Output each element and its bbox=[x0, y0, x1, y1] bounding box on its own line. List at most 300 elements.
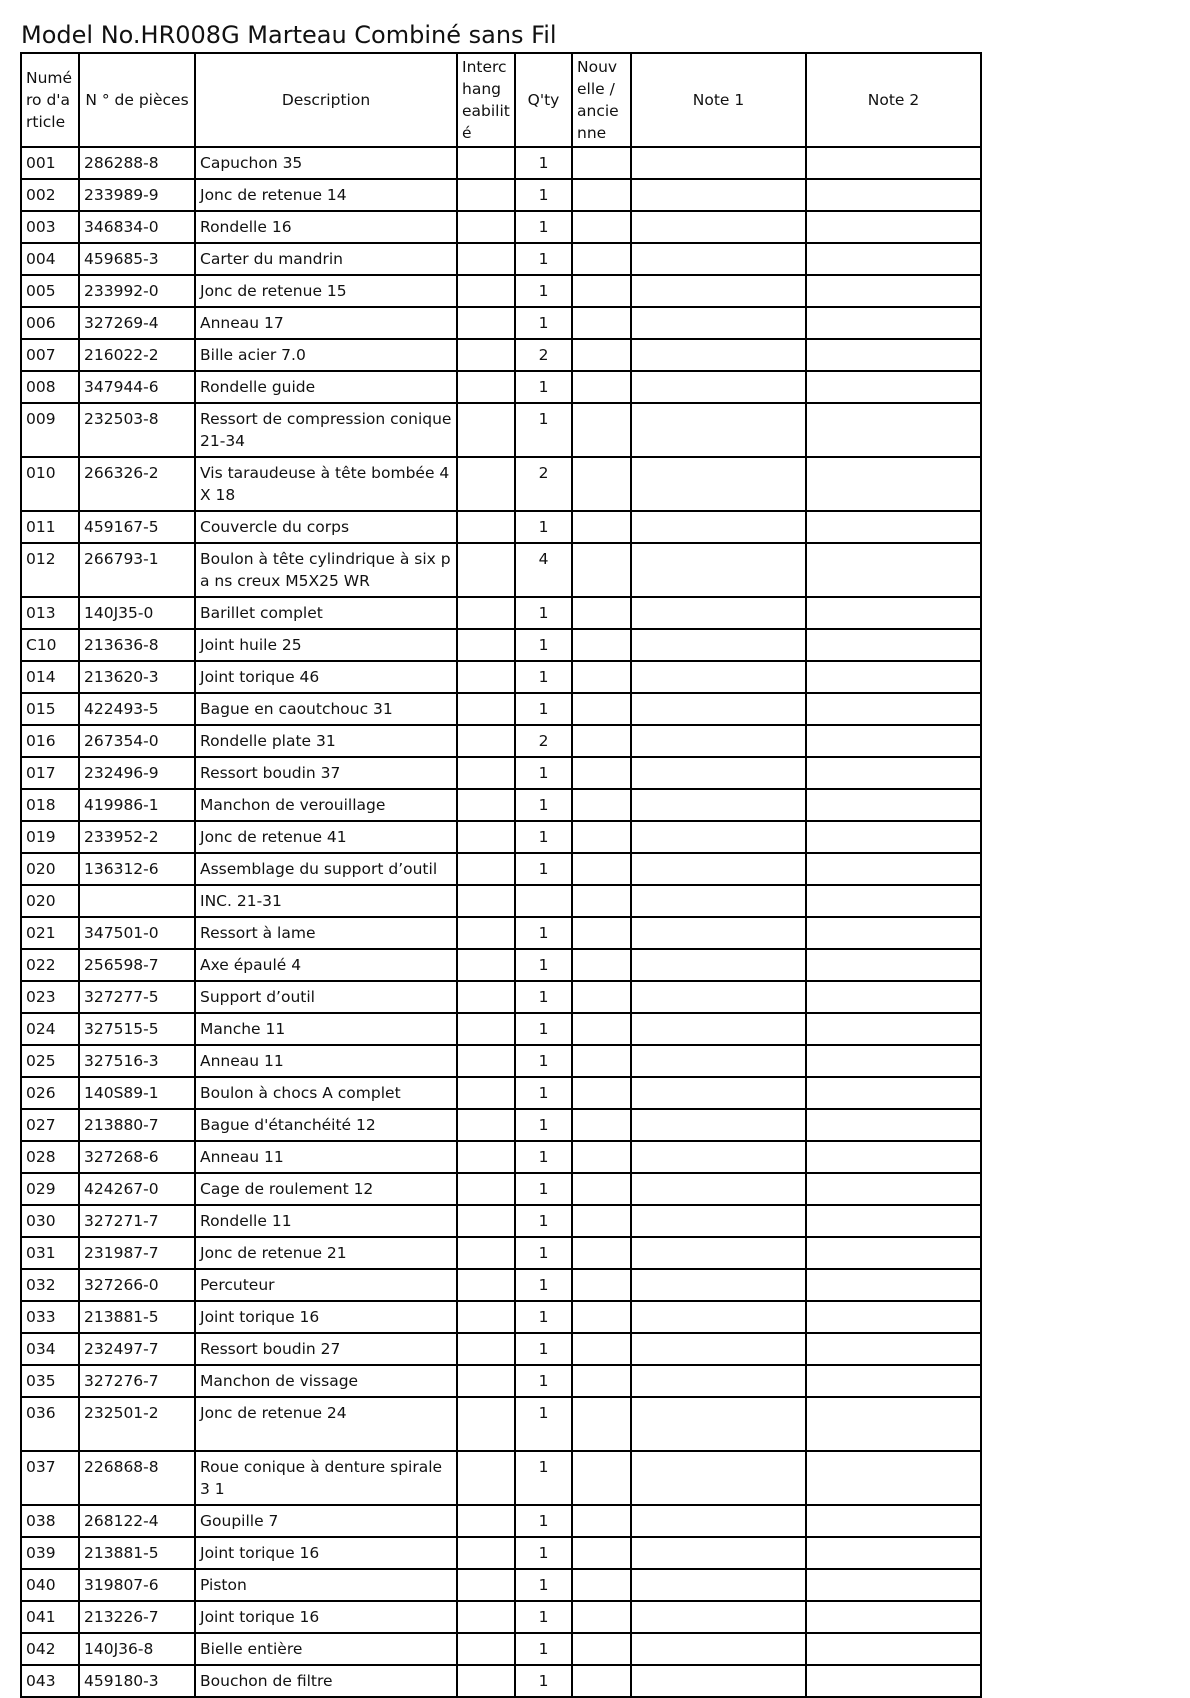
item-number-cell: 021 bbox=[21, 917, 79, 949]
page bbox=[20, 20, 980, 1698]
item-number-cell: 034 bbox=[21, 1333, 79, 1365]
note-1-cell bbox=[631, 661, 806, 693]
note-2-cell bbox=[806, 543, 981, 597]
item-number-cell: 026 bbox=[21, 1077, 79, 1109]
item-number-cell: 004 bbox=[21, 243, 79, 275]
table-row bbox=[21, 1601, 981, 1633]
item-number-cell: 024 bbox=[21, 1013, 79, 1045]
description-cell: Rondelle 16 bbox=[195, 211, 457, 243]
new-old-cell bbox=[572, 275, 631, 307]
quantity-cell: 1 bbox=[515, 1045, 572, 1077]
table-row bbox=[21, 1397, 981, 1451]
note-2-cell bbox=[806, 1397, 981, 1451]
item-number-cell: 019 bbox=[21, 821, 79, 853]
interchangeability-cell bbox=[457, 629, 515, 661]
note-2-cell bbox=[806, 1633, 981, 1665]
quantity-cell: 1 bbox=[515, 1237, 572, 1269]
note-1-cell bbox=[631, 981, 806, 1013]
quantity-cell: 1 bbox=[515, 1269, 572, 1301]
part-number-cell: 286288-8 bbox=[79, 147, 195, 179]
note-1-cell bbox=[631, 1505, 806, 1537]
table-row bbox=[21, 1665, 981, 1697]
note-1-cell bbox=[631, 1045, 806, 1077]
new-old-cell bbox=[572, 1333, 631, 1365]
quantity-cell: 1 bbox=[515, 243, 572, 275]
interchangeability-cell bbox=[457, 1601, 515, 1633]
interchangeability-cell bbox=[457, 725, 515, 757]
description-cell: Bille acier 7.0 bbox=[195, 339, 457, 371]
table-row bbox=[21, 371, 981, 403]
description-cell: Jonc de retenue 14 bbox=[195, 179, 457, 211]
description-cell: Axe épaulé 4 bbox=[195, 949, 457, 981]
item-number-cell: 018 bbox=[21, 789, 79, 821]
table-row bbox=[21, 307, 981, 339]
table-row bbox=[21, 1365, 981, 1397]
note-1-cell bbox=[631, 457, 806, 511]
quantity-cell: 1 bbox=[515, 1397, 572, 1451]
description-cell: Rondelle 11 bbox=[195, 1205, 457, 1237]
part-number-cell: 266326-2 bbox=[79, 457, 195, 511]
table-row bbox=[21, 1505, 981, 1537]
item-number-cell: 043 bbox=[21, 1665, 79, 1697]
note-2-cell bbox=[806, 693, 981, 725]
table-row bbox=[21, 1569, 981, 1601]
part-number-cell: 232501-2 bbox=[79, 1397, 195, 1451]
quantity-cell: 1 bbox=[515, 403, 572, 457]
item-number-cell: 007 bbox=[21, 339, 79, 371]
interchangeability-cell bbox=[457, 1665, 515, 1697]
table-row bbox=[21, 1077, 981, 1109]
note-1-cell bbox=[631, 1173, 806, 1205]
new-old-cell bbox=[572, 1569, 631, 1601]
part-number-cell: 231987-7 bbox=[79, 1237, 195, 1269]
description-cell: Anneau 17 bbox=[195, 307, 457, 339]
description-cell: Jonc de retenue 15 bbox=[195, 275, 457, 307]
quantity-cell: 1 bbox=[515, 307, 572, 339]
description-cell: Piston bbox=[195, 1569, 457, 1601]
description-cell: Manche 11 bbox=[195, 1013, 457, 1045]
table-row bbox=[21, 1173, 981, 1205]
note-2-cell bbox=[806, 457, 981, 511]
note-1-cell bbox=[631, 307, 806, 339]
part-number-cell: 424267-0 bbox=[79, 1173, 195, 1205]
table-header bbox=[21, 53, 981, 147]
quantity-cell: 1 bbox=[515, 1141, 572, 1173]
item-number-cell: 002 bbox=[21, 179, 79, 211]
interchangeability-cell bbox=[457, 1333, 515, 1365]
quantity-cell: 1 bbox=[515, 949, 572, 981]
new-old-cell bbox=[572, 629, 631, 661]
new-old-cell bbox=[572, 1537, 631, 1569]
part-number-cell: 140S89-1 bbox=[79, 1077, 195, 1109]
part-number-cell: 346834-0 bbox=[79, 211, 195, 243]
note-1-cell bbox=[631, 1269, 806, 1301]
new-old-cell bbox=[572, 693, 631, 725]
description-cell: Bouchon de filtre bbox=[195, 1665, 457, 1697]
note-2-cell bbox=[806, 661, 981, 693]
description-cell: Joint torique 46 bbox=[195, 661, 457, 693]
table-row bbox=[21, 1537, 981, 1569]
note-1-cell bbox=[631, 1601, 806, 1633]
quantity-cell: 1 bbox=[515, 981, 572, 1013]
description-cell: Manchon de verouillage bbox=[195, 789, 457, 821]
new-old-cell bbox=[572, 853, 631, 885]
item-number-cell: 040 bbox=[21, 1569, 79, 1601]
note-2-cell bbox=[806, 1301, 981, 1333]
note-1-cell bbox=[631, 511, 806, 543]
item-number-cell: 009 bbox=[21, 403, 79, 457]
table-row bbox=[21, 597, 981, 629]
description-cell: Jonc de retenue 21 bbox=[195, 1237, 457, 1269]
description-cell: Ressort à lame bbox=[195, 917, 457, 949]
new-old-cell bbox=[572, 243, 631, 275]
table-row bbox=[21, 1269, 981, 1301]
new-old-cell bbox=[572, 1173, 631, 1205]
description-cell: Rondelle plate 31 bbox=[195, 725, 457, 757]
description-cell: Jonc de retenue 41 bbox=[195, 821, 457, 853]
table-row bbox=[21, 147, 981, 179]
note-1-cell bbox=[631, 543, 806, 597]
new-old-cell bbox=[572, 1601, 631, 1633]
part-number-cell: 347501-0 bbox=[79, 917, 195, 949]
interchangeability-cell bbox=[457, 917, 515, 949]
note-2-cell bbox=[806, 1173, 981, 1205]
item-number-cell: 008 bbox=[21, 371, 79, 403]
description-cell: Boulon à chocs A complet bbox=[195, 1077, 457, 1109]
item-number-cell: 010 bbox=[21, 457, 79, 511]
interchangeability-cell bbox=[457, 147, 515, 179]
note-1-cell bbox=[631, 1569, 806, 1601]
note-1-cell bbox=[631, 1301, 806, 1333]
table-row bbox=[21, 885, 981, 917]
note-1-cell bbox=[631, 917, 806, 949]
note-2-cell bbox=[806, 885, 981, 917]
interchangeability-cell bbox=[457, 1505, 515, 1537]
quantity-cell: 1 bbox=[515, 757, 572, 789]
item-number-cell: 033 bbox=[21, 1301, 79, 1333]
new-old-cell bbox=[572, 1045, 631, 1077]
part-number-cell: 327516-3 bbox=[79, 1045, 195, 1077]
note-2-cell bbox=[806, 1665, 981, 1697]
item-number-cell: 003 bbox=[21, 211, 79, 243]
interchangeability-cell bbox=[457, 757, 515, 789]
interchangeability-cell bbox=[457, 1633, 515, 1665]
quantity-cell: 1 bbox=[515, 789, 572, 821]
part-number-cell: 232497-7 bbox=[79, 1333, 195, 1365]
new-old-cell bbox=[572, 1365, 631, 1397]
note-2-cell bbox=[806, 1505, 981, 1537]
table-row bbox=[21, 179, 981, 211]
note-1-cell bbox=[631, 1205, 806, 1237]
quantity-cell: 1 bbox=[515, 1365, 572, 1397]
item-number-cell: 022 bbox=[21, 949, 79, 981]
table-row bbox=[21, 457, 981, 511]
quantity-cell: 1 bbox=[515, 597, 572, 629]
description-cell: Anneau 11 bbox=[195, 1141, 457, 1173]
note-2-cell bbox=[806, 597, 981, 629]
note-2-cell bbox=[806, 725, 981, 757]
new-old-cell bbox=[572, 1301, 631, 1333]
table-body bbox=[21, 147, 981, 1697]
description-cell: Ressort de compression conique 21-34 bbox=[195, 403, 457, 457]
description-cell: Carter du mandrin bbox=[195, 243, 457, 275]
interchangeability-cell bbox=[457, 853, 515, 885]
new-old-cell bbox=[572, 949, 631, 981]
item-number-cell: 013 bbox=[21, 597, 79, 629]
interchangeability-cell bbox=[457, 243, 515, 275]
note-1-cell bbox=[631, 1333, 806, 1365]
new-old-cell bbox=[572, 725, 631, 757]
part-number-cell: 327266-0 bbox=[79, 1269, 195, 1301]
note-2-cell bbox=[806, 403, 981, 457]
description-cell: Roue conique à denture spirale 3 1 bbox=[195, 1451, 457, 1505]
table-row bbox=[21, 661, 981, 693]
description-cell: Joint torique 16 bbox=[195, 1301, 457, 1333]
part-number-cell: 459180-3 bbox=[79, 1665, 195, 1697]
quantity-cell: 1 bbox=[515, 821, 572, 853]
part-number-cell: 233952-2 bbox=[79, 821, 195, 853]
table-row bbox=[21, 949, 981, 981]
note-1-cell bbox=[631, 275, 806, 307]
interchangeability-cell bbox=[457, 1451, 515, 1505]
note-1-cell bbox=[631, 1141, 806, 1173]
interchangeability-cell bbox=[457, 403, 515, 457]
item-number-cell: 035 bbox=[21, 1365, 79, 1397]
table-row bbox=[21, 211, 981, 243]
quantity-cell: 1 bbox=[515, 511, 572, 543]
interchangeability-cell bbox=[457, 211, 515, 243]
parts-table bbox=[20, 52, 982, 1698]
description-cell: Cage de roulement 12 bbox=[195, 1173, 457, 1205]
part-number-cell: 213226-7 bbox=[79, 1601, 195, 1633]
item-number-cell: 006 bbox=[21, 307, 79, 339]
table-row bbox=[21, 1205, 981, 1237]
interchangeability-cell bbox=[457, 1397, 515, 1451]
part-number-cell: 213881-5 bbox=[79, 1537, 195, 1569]
new-old-cell bbox=[572, 885, 631, 917]
table-row bbox=[21, 725, 981, 757]
note-2-cell bbox=[806, 1451, 981, 1505]
description-cell: Jonc de retenue 24 bbox=[195, 1397, 457, 1451]
quantity-cell: 1 bbox=[515, 211, 572, 243]
item-number-cell: 028 bbox=[21, 1141, 79, 1173]
note-1-cell bbox=[631, 949, 806, 981]
table-row bbox=[21, 1333, 981, 1365]
item-number-cell: 023 bbox=[21, 981, 79, 1013]
note-2-cell bbox=[806, 275, 981, 307]
interchangeability-cell bbox=[457, 789, 515, 821]
description-cell: Ressort boudin 37 bbox=[195, 757, 457, 789]
note-2-cell bbox=[806, 1537, 981, 1569]
new-old-cell bbox=[572, 981, 631, 1013]
quantity-cell: 1 bbox=[515, 1665, 572, 1697]
part-number-cell: 327268-6 bbox=[79, 1141, 195, 1173]
note-2-cell bbox=[806, 917, 981, 949]
part-number-cell: 319807-6 bbox=[79, 1569, 195, 1601]
table-row bbox=[21, 1045, 981, 1077]
item-number-cell: 027 bbox=[21, 1109, 79, 1141]
note-2-cell bbox=[806, 339, 981, 371]
interchangeability-cell bbox=[457, 597, 515, 629]
item-number-cell: 015 bbox=[21, 693, 79, 725]
note-1-cell bbox=[631, 789, 806, 821]
interchangeability-cell bbox=[457, 1013, 515, 1045]
description-cell: Joint torique 16 bbox=[195, 1601, 457, 1633]
interchangeability-cell bbox=[457, 1569, 515, 1601]
new-old-cell bbox=[572, 371, 631, 403]
item-number-cell: 030 bbox=[21, 1205, 79, 1237]
new-old-cell bbox=[572, 917, 631, 949]
page-title: Model No.HR008G Marteau Combiné sans Fil bbox=[21, 21, 557, 49]
new-old-cell bbox=[572, 1633, 631, 1665]
note-2-cell bbox=[806, 179, 981, 211]
note-2-cell bbox=[806, 1013, 981, 1045]
interchangeability-cell bbox=[457, 1141, 515, 1173]
quantity-cell: 1 bbox=[515, 1505, 572, 1537]
description-cell: Anneau 11 bbox=[195, 1045, 457, 1077]
part-number-cell: 213636-8 bbox=[79, 629, 195, 661]
note-1-cell bbox=[631, 757, 806, 789]
interchangeability-cell bbox=[457, 1237, 515, 1269]
table-row bbox=[21, 789, 981, 821]
note-1-cell bbox=[631, 885, 806, 917]
new-old-cell bbox=[572, 179, 631, 211]
note-1-cell bbox=[631, 1109, 806, 1141]
part-number-cell: 268122-4 bbox=[79, 1505, 195, 1537]
part-number-cell: 327515-5 bbox=[79, 1013, 195, 1045]
description-cell: Bielle entière bbox=[195, 1633, 457, 1665]
description-cell: Boulon à tête cylindrique à six pa ns creux M5X25 WR bbox=[195, 543, 457, 597]
note-1-cell bbox=[631, 1397, 806, 1451]
quantity-cell: 4 bbox=[515, 543, 572, 597]
new-old-cell bbox=[572, 1237, 631, 1269]
table-row bbox=[21, 1237, 981, 1269]
note-2-cell bbox=[806, 1109, 981, 1141]
header-note-1: Note 1 bbox=[631, 53, 806, 147]
quantity-cell: 1 bbox=[515, 917, 572, 949]
new-old-cell bbox=[572, 661, 631, 693]
part-number-cell: 347944-6 bbox=[79, 371, 195, 403]
interchangeability-cell bbox=[457, 543, 515, 597]
quantity-cell: 1 bbox=[515, 853, 572, 885]
note-1-cell bbox=[631, 821, 806, 853]
part-number-cell: 459167-5 bbox=[79, 511, 195, 543]
quantity-cell: 1 bbox=[515, 1451, 572, 1505]
note-2-cell bbox=[806, 757, 981, 789]
table-row bbox=[21, 1301, 981, 1333]
note-1-cell bbox=[631, 1013, 806, 1045]
quantity-cell: 1 bbox=[515, 629, 572, 661]
note-1-cell bbox=[631, 371, 806, 403]
new-old-cell bbox=[572, 1451, 631, 1505]
description-cell: Bague en caoutchouc 31 bbox=[195, 693, 457, 725]
note-2-cell bbox=[806, 307, 981, 339]
part-number-cell: 140J36-8 bbox=[79, 1633, 195, 1665]
quantity-cell: 1 bbox=[515, 693, 572, 725]
part-number-cell: 419986-1 bbox=[79, 789, 195, 821]
table-row bbox=[21, 1141, 981, 1173]
quantity-cell: 1 bbox=[515, 1013, 572, 1045]
part-number-cell: 232503-8 bbox=[79, 403, 195, 457]
interchangeability-cell bbox=[457, 1301, 515, 1333]
interchangeability-cell bbox=[457, 821, 515, 853]
part-number-cell: 233989-9 bbox=[79, 179, 195, 211]
quantity-cell bbox=[515, 885, 572, 917]
item-number-cell: 020 bbox=[21, 853, 79, 885]
note-1-cell bbox=[631, 339, 806, 371]
part-number-cell: 136312-6 bbox=[79, 853, 195, 885]
table-row bbox=[21, 757, 981, 789]
note-1-cell bbox=[631, 147, 806, 179]
quantity-cell: 1 bbox=[515, 1633, 572, 1665]
new-old-cell bbox=[572, 597, 631, 629]
new-old-cell bbox=[572, 511, 631, 543]
table-row bbox=[21, 693, 981, 725]
note-2-cell bbox=[806, 1077, 981, 1109]
interchangeability-cell bbox=[457, 1077, 515, 1109]
header-item-number: Numé ro d'a rticle bbox=[21, 53, 79, 147]
note-2-cell bbox=[806, 1205, 981, 1237]
quantity-cell: 1 bbox=[515, 1109, 572, 1141]
table-row bbox=[21, 339, 981, 371]
interchangeability-cell bbox=[457, 1173, 515, 1205]
quantity-cell: 1 bbox=[515, 661, 572, 693]
new-old-cell bbox=[572, 457, 631, 511]
table-row bbox=[21, 853, 981, 885]
table-row bbox=[21, 917, 981, 949]
table-row bbox=[21, 1633, 981, 1665]
new-old-cell bbox=[572, 1013, 631, 1045]
note-2-cell bbox=[806, 371, 981, 403]
quantity-cell: 1 bbox=[515, 1173, 572, 1205]
interchangeability-cell bbox=[457, 1045, 515, 1077]
note-2-cell bbox=[806, 211, 981, 243]
item-number-cell: C10 bbox=[21, 629, 79, 661]
quantity-cell: 1 bbox=[515, 1569, 572, 1601]
item-number-cell: 001 bbox=[21, 147, 79, 179]
item-number-cell: 014 bbox=[21, 661, 79, 693]
header-part-number: N ° de pièces bbox=[79, 53, 195, 147]
table-row bbox=[21, 1109, 981, 1141]
table-row bbox=[21, 511, 981, 543]
table-row bbox=[21, 543, 981, 597]
note-2-cell bbox=[806, 1045, 981, 1077]
description-cell: Bague d'étanchéité 12 bbox=[195, 1109, 457, 1141]
table-row bbox=[21, 243, 981, 275]
description-cell: Manchon de vissage bbox=[195, 1365, 457, 1397]
interchangeability-cell bbox=[457, 339, 515, 371]
note-1-cell bbox=[631, 1537, 806, 1569]
new-old-cell bbox=[572, 1141, 631, 1173]
note-1-cell bbox=[631, 1077, 806, 1109]
interchangeability-cell bbox=[457, 1205, 515, 1237]
note-2-cell bbox=[806, 147, 981, 179]
note-1-cell bbox=[631, 725, 806, 757]
description-cell: Vis taraudeuse à tête bombée 4X 18 bbox=[195, 457, 457, 511]
new-old-cell bbox=[572, 1505, 631, 1537]
item-number-cell: 041 bbox=[21, 1601, 79, 1633]
quantity-cell: 1 bbox=[515, 275, 572, 307]
note-2-cell bbox=[806, 949, 981, 981]
note-1-cell bbox=[631, 1665, 806, 1697]
note-2-cell bbox=[806, 789, 981, 821]
new-old-cell bbox=[572, 1269, 631, 1301]
note-2-cell bbox=[806, 629, 981, 661]
note-2-cell bbox=[806, 1333, 981, 1365]
part-number-cell: 232496-9 bbox=[79, 757, 195, 789]
part-number-cell: 213620-3 bbox=[79, 661, 195, 693]
note-2-cell bbox=[806, 853, 981, 885]
